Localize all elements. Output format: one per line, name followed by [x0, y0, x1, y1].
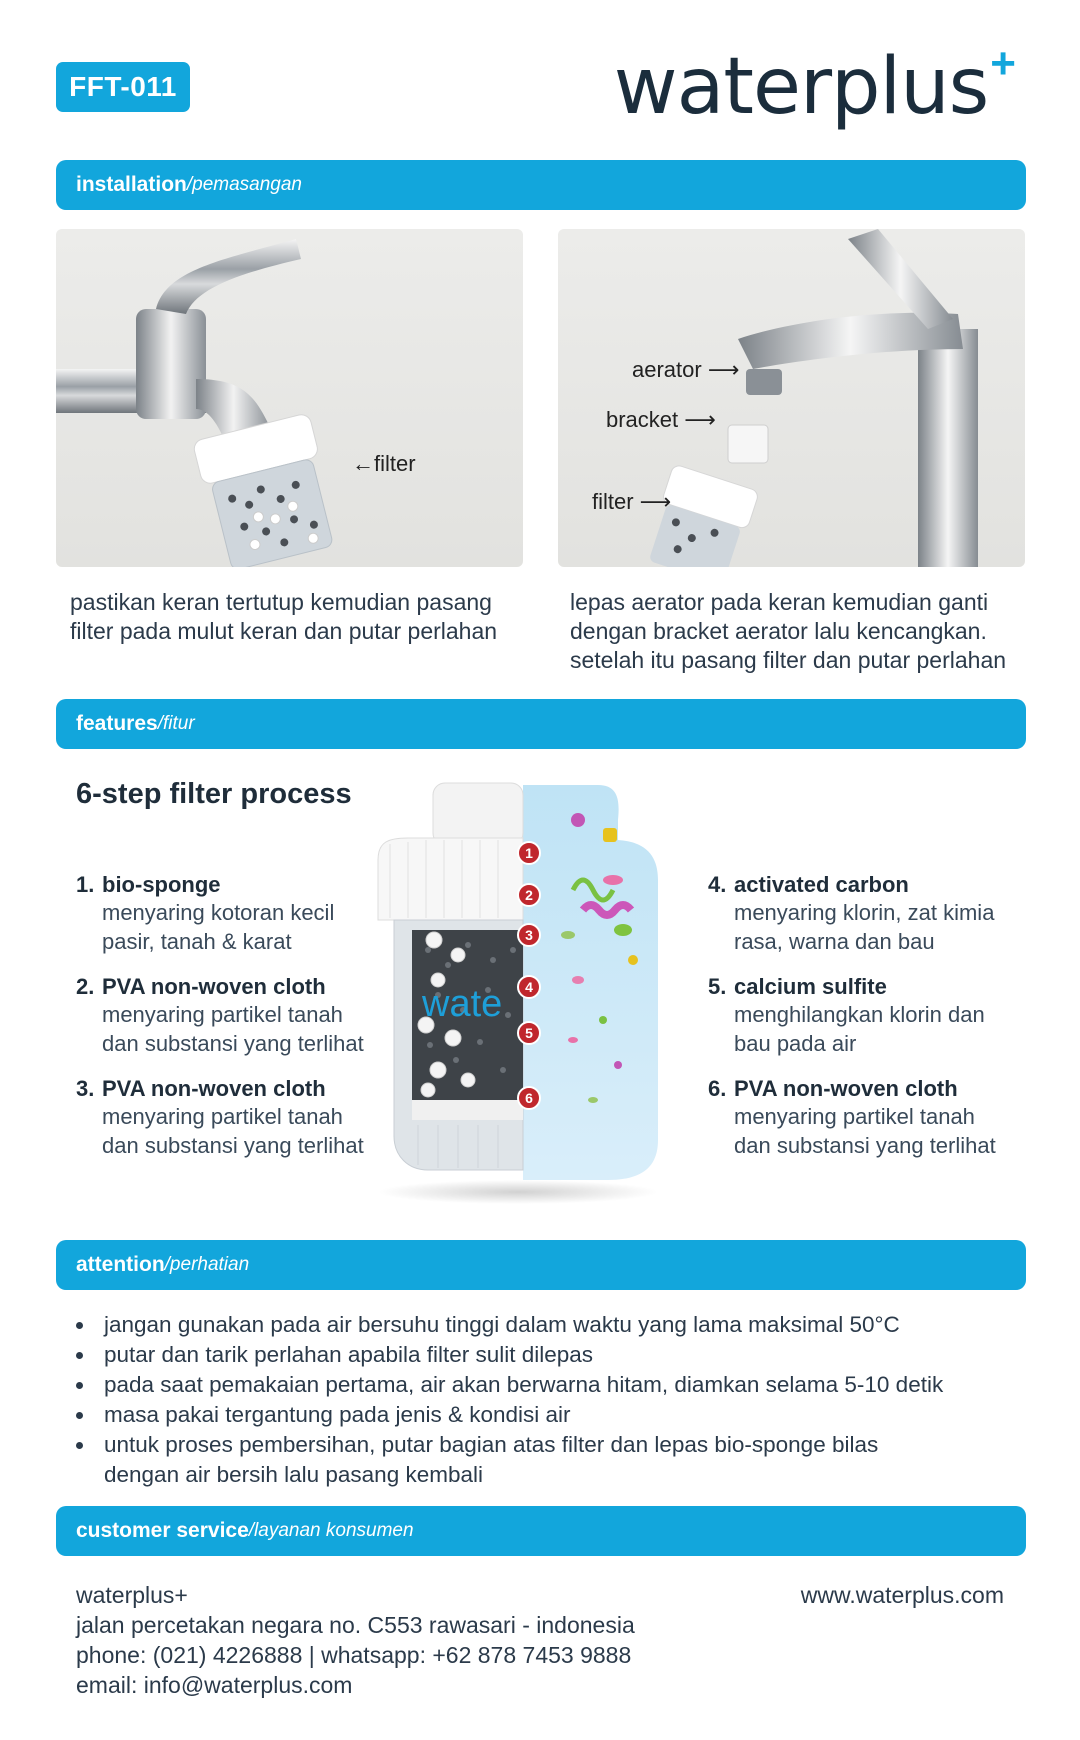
step-number: 1. — [76, 872, 95, 897]
section-bar-installation — [56, 160, 1026, 210]
step-title: activated carbon — [734, 872, 909, 897]
brand-plus: + — [990, 39, 1016, 88]
section-subtitle: /layanan konsumen — [248, 1520, 414, 1541]
step-desc: bau pada air — [734, 1031, 857, 1056]
label-aerator: aerator ⟶ — [632, 357, 740, 382]
attention-item: masa pakai tergantung pada jenis & kondisi air — [76, 1400, 1016, 1430]
company-name: waterplus+ — [76, 1582, 188, 1608]
features-title: 6-step filter process — [76, 778, 352, 810]
step-desc: dan substansi yang terlihat — [734, 1133, 996, 1158]
desc-line: dengan bracket aerator lalu kencangkan. — [570, 618, 987, 644]
label-aerator-text: aerator — [632, 357, 702, 382]
step-number: 3. — [76, 1076, 95, 1101]
marker-6-label: 6 — [525, 1090, 533, 1106]
attention-item: putar dan tarik perlahan apabila filter sulit dilepas — [76, 1340, 1016, 1370]
section-title: features — [76, 712, 158, 735]
marker-5-label: 5 — [525, 1025, 533, 1041]
website-link[interactable]: www.waterplus.com — [800, 1582, 1004, 1608]
desc-line: filter pada mulut keran dan putar perlahan — [70, 618, 498, 644]
step-2 — [76, 974, 376, 1058]
section-bar-customer-service — [56, 1506, 1026, 1556]
label-filter-right: filter ⟶ — [592, 489, 672, 514]
step-title: calcium sulfite — [734, 974, 887, 999]
faucet-with-filter-illustration — [56, 229, 523, 567]
step-1 — [76, 872, 376, 956]
step-title: PVA non-woven cloth — [734, 1076, 958, 1101]
section-subtitle: /perhatian — [164, 1254, 250, 1275]
filter-cutaway-illustration — [368, 780, 678, 1210]
model-badge: FFT-011 — [56, 62, 190, 112]
label-filter-text: filter — [374, 451, 416, 476]
step-title: bio-sponge — [102, 872, 221, 897]
desc-line: lepas aerator pada keran kemudian ganti — [570, 589, 989, 615]
step-desc: menyaring kotoran kecil — [102, 900, 335, 925]
marker-1 — [518, 842, 540, 864]
section-title: installation — [76, 173, 187, 196]
attention-item: pada saat pemakaian pertama, air akan berwarna hitam, diamkan selama 5-10 detik — [76, 1370, 1016, 1400]
step-number: 2. — [76, 974, 95, 999]
attention-list — [76, 1310, 1016, 1490]
step-title: PVA non-woven cloth — [102, 1076, 326, 1101]
company-address: jalan percetakan negara no. C553 rawasari - indonesia — [76, 1612, 635, 1638]
installation-photo-left — [56, 229, 523, 567]
marker-1-label: 1 — [525, 845, 533, 861]
marker-6 — [518, 1087, 540, 1109]
section-title: attention — [76, 1253, 165, 1276]
step-desc: dan substansi yang terlihat — [102, 1031, 364, 1056]
step-4 — [708, 872, 1008, 956]
marker-3 — [518, 924, 540, 946]
section-subtitle: /pemasangan — [186, 174, 303, 195]
step-desc: menyaring partikel tanah — [734, 1104, 975, 1129]
step-desc: menyaring partikel tanah — [102, 1104, 343, 1129]
marker-5 — [518, 1022, 540, 1044]
section-bar-attention — [56, 1240, 1026, 1290]
brand-logo — [613, 39, 1016, 132]
label-bracket-text: bracket — [606, 407, 679, 432]
step-number: 5. — [708, 974, 727, 999]
step-title: PVA non-woven cloth — [102, 974, 326, 999]
step-desc: menyaring klorin, zat kimia — [734, 900, 995, 925]
installation-photo-right — [558, 229, 1025, 567]
step-5 — [708, 974, 1008, 1058]
step-desc: pasir, tanah & karat — [102, 929, 292, 954]
attention-item: jangan gunakan pada air bersuhu tinggi dalam waktu yang lama maksimal 50°C — [76, 1310, 1016, 1340]
desc-line: setelah itu pasang filter dan putar perlahan — [570, 647, 1007, 673]
attention-item: untuk proses pembersihan, putar bagian atas filter dan lepas bio-sponge bilas dengan air bersih lalu pasang kembali — [76, 1430, 956, 1490]
step-desc: menghilangkan klorin dan — [734, 1002, 985, 1027]
step-desc: rasa, warna dan bau — [734, 929, 935, 954]
step-desc: dan substansi yang terlihat — [102, 1133, 364, 1158]
desc-line: pastikan keran tertutup kemudian pasang — [70, 589, 492, 615]
faucet-aerator-bracket-illustration — [558, 229, 1025, 567]
installation-desc-right — [570, 588, 1006, 675]
section-bar-features — [56, 699, 1026, 749]
customer-service-info — [76, 1580, 635, 1700]
section-title: customer service — [76, 1519, 249, 1542]
installation-desc-left — [70, 588, 497, 646]
company-phone: phone: (021) 4226888 | whatsapp: +62 878 7453 9888 — [76, 1642, 632, 1668]
step-number: 6. — [708, 1076, 727, 1101]
marker-4-label: 4 — [525, 979, 533, 995]
brand-name: waterplus — [613, 42, 989, 132]
marker-4 — [518, 976, 540, 998]
step-desc: menyaring partikel tanah — [102, 1002, 343, 1027]
filter-brand-text: wate — [422, 983, 503, 1025]
label-filter: ←filter — [352, 451, 416, 476]
marker-3-label: 3 — [525, 927, 533, 943]
marker-2-label: 2 — [525, 887, 533, 903]
step-6 — [708, 1076, 1008, 1160]
label-filter-right-text: filter — [592, 489, 634, 514]
step-3 — [76, 1076, 376, 1160]
marker-2 — [518, 884, 540, 906]
company-email: email: info@waterplus.com — [76, 1672, 353, 1698]
step-number: 4. — [708, 872, 727, 897]
section-subtitle: /fitur — [157, 713, 195, 734]
label-bracket: bracket ⟶ — [606, 407, 716, 432]
